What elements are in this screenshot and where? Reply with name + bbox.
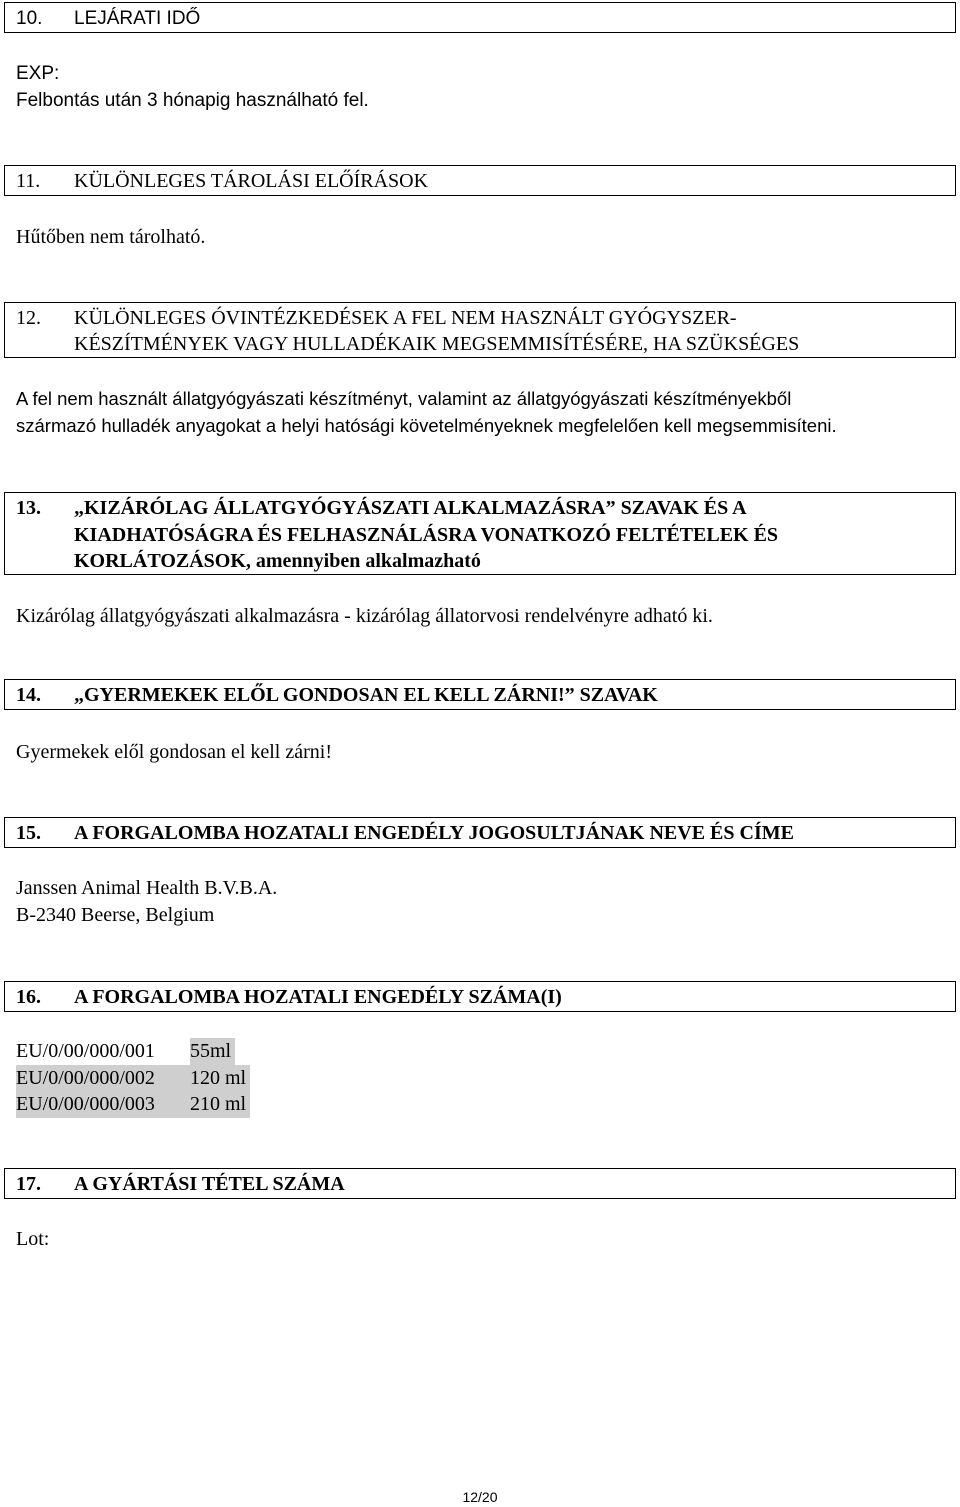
section-title: A GYÁRTÁSI TÉTEL SZÁMA — [74, 1173, 345, 1195]
section-number: 16. — [16, 986, 41, 1008]
authorisation-number: EU/0/00/000/003 — [16, 1091, 190, 1118]
section-number: 14. — [16, 684, 41, 706]
veterinary-use-text: Kizárólag állatgyógyászati alkalmazásra - kizárólag állatorvosi rendelvényre adható ki. — [16, 605, 713, 627]
authorisation-entry — [16, 1038, 250, 1065]
section-title-line: KORLÁTOZÁSOK, amennyiben alkalmazható — [74, 550, 481, 572]
holder-address: B-2340 Beerse, Belgium — [16, 903, 215, 926]
children-warning-text: Gyermekek elől gondosan el kell zárni! — [16, 741, 332, 763]
section-title: A FORGALOMBA HOZATALI ENGEDÉLY JOGOSULTJÁNAK NEVE ÉS CÍME — [74, 822, 794, 844]
expiry-text: Felbontás után 3 hónapig használható fel. — [16, 89, 369, 111]
disposal-text-line: származó hulladék anyagokat a helyi hatósági követelményeknek megfelelően kell megsemmisíteni. — [16, 414, 837, 436]
section-14-body — [16, 739, 332, 766]
storage-text: Hűtőben nem tárolható. — [16, 226, 206, 248]
authorisation-number: EU/0/00/000/002 — [16, 1065, 190, 1092]
section-title: LEJÁRATI IDŐ — [74, 8, 201, 29]
section-title-line: „KIZÁRÓLAG ÁLLATGYÓGYÁSZATI ALKALMAZÁSRA” SZAVAK ÉS A — [74, 497, 747, 519]
section-number: 17. — [16, 1173, 41, 1195]
section-number: 11. — [16, 170, 41, 192]
section-12-body — [16, 386, 837, 439]
section-number: 15. — [16, 822, 41, 844]
section-12-header — [4, 302, 956, 358]
section-title: „GYERMEKEK ELŐL GONDOSAN EL KELL ZÁRNI!” SZAVAK — [74, 684, 658, 706]
section-13-body — [16, 603, 713, 630]
expiry-label: EXP: — [16, 63, 60, 84]
authorisation-entry — [16, 1065, 250, 1092]
section-15-body — [16, 875, 277, 928]
section-title: A FORGALOMBA HOZATALI ENGEDÉLY SZÁMA(I) — [74, 986, 562, 1008]
disposal-text-line: A fel nem használt állatgyógyászati készítményt, valamint az állatgyógyászati készítményekből — [16, 388, 792, 409]
section-16-header — [4, 981, 956, 1012]
section-number: 13. — [16, 497, 41, 519]
section-11-body — [16, 224, 205, 251]
page-number: 12/20 — [462, 1489, 498, 1505]
section-14-header — [4, 679, 956, 710]
authorisation-number: EU/0/00/000/001 — [16, 1040, 155, 1062]
section-title-line: KIADHATÓSÁGRA ÉS FELHASZNÁLÁSRA VONATKOZÓ FELTÉTELEK ÉS — [74, 523, 779, 546]
section-title-line: KÜLÖNLEGES ÓVINTÉZKEDÉSEK A FEL NEM HASZNÁLT GYÓGYSZER- — [74, 307, 737, 329]
section-title — [74, 495, 955, 575]
section-title-line: KÉSZÍTMÉNYEK VAGY HULLADÉKAIK MEGSEMMISÍTÉSÉRE, HA SZÜKSÉGES — [74, 333, 800, 355]
holder-name: Janssen Animal Health B.V.B.A. — [16, 877, 278, 899]
section-17-header — [4, 1168, 956, 1199]
section-17-body — [16, 1226, 49, 1253]
section-13-header — [4, 492, 956, 575]
pack-size: 210 ml — [190, 1091, 250, 1118]
section-16-body — [16, 1038, 250, 1118]
section-title: KÜLÖNLEGES TÁROLÁSI ELŐÍRÁSOK — [74, 170, 429, 192]
section-10-header — [4, 2, 956, 33]
lot-label: Lot: — [16, 1228, 50, 1250]
section-number: 12. — [16, 307, 41, 329]
pack-size: 120 ml — [190, 1065, 250, 1092]
section-10-body — [16, 61, 369, 114]
section-number: 10. — [16, 8, 43, 29]
authorisation-entry — [16, 1091, 250, 1118]
pack-size: 55ml — [190, 1038, 235, 1065]
section-15-header — [4, 817, 956, 848]
section-11-header — [4, 165, 956, 196]
section-title — [74, 305, 955, 357]
